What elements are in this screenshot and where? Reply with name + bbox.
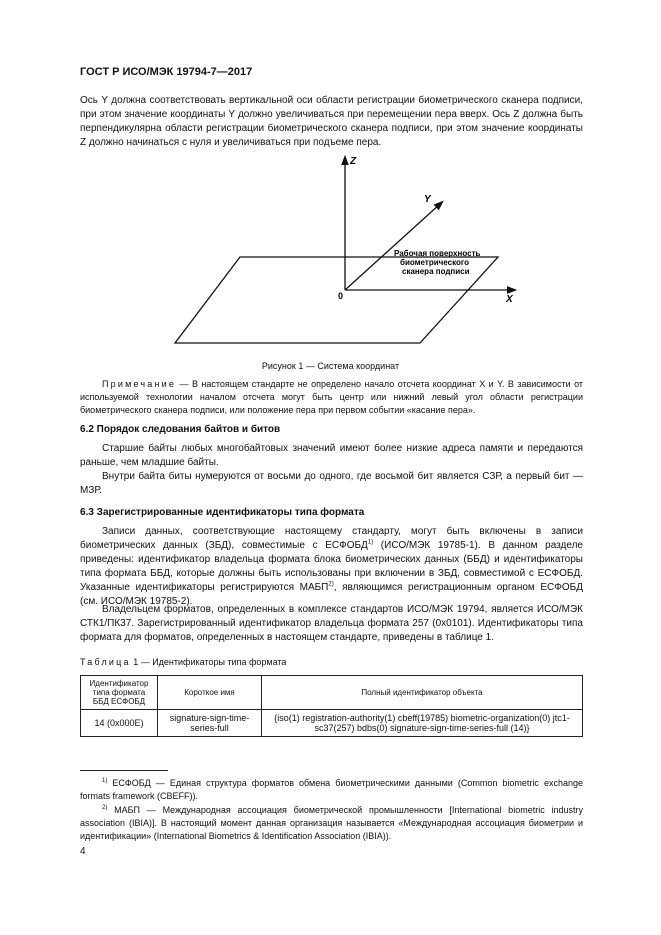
footnote-1-mark: 1) (102, 778, 108, 784)
table-header-row (81, 676, 583, 710)
p1-part-a: Записи данных, соответствующие настоящему стандарту, могут быть включены в записи биометрических данных (ЗБД), совместимые с ЕСФОБД (80, 526, 583, 551)
format-type-table (80, 675, 583, 737)
footnote-2-text: МАБП — Международная ассоциация биометрической промышленности [International biometric industry association (IBIA)]. В настоящий момент данная организация называется «Международная ассоциация биометрии и идентификации» (International Biometrics & Identification Association (IBIA)). (80, 805, 583, 841)
page-number: 4 (80, 846, 86, 857)
header-full-oid: Полный идентификатор объекта (262, 676, 583, 710)
section-6-2-paragraph-2: Внутри байта биты нумеруются от восьми до одного, где восьмой бит является СЗР, а первый бит — МЗР. (80, 471, 583, 496)
footnote-2-mark: 2) (102, 805, 108, 811)
footnote-2 (80, 804, 583, 843)
axis-y-label: Y (424, 194, 431, 205)
coordinate-system-figure (0, 150, 661, 356)
header-format-id: Идентификатор типа формата ББД ЕСФОБД (81, 676, 158, 710)
origin-label: 0 (338, 291, 344, 301)
intro-paragraph: Ось Y должна соответствовать вертикальной оси области регистрации биометрического сканера подписи, при этом значение координаты Y должно увеличиваться при перемещении пера вверх. Ось Z должна быть перпендикулярна области регистрации биометрического сканера подписи, при этом значение координаты Z должно начинаться с нуля и увеличиваться при подъеме пера. (80, 95, 583, 148)
p1-part-b: (ИСО/МЭК 19785-1). В данном разделе приведены: идентификатор владельца формата блока биометрических данных (ББД) и идентификаторы типа формата ББД, которые должны быть использованы при включении в ЗБД, совместимой с ЕСФОБД. Указанные идентификаторы регистрируются МАБП (80, 540, 583, 593)
table-row (81, 710, 583, 737)
surface-label-3: сканера подписи (402, 267, 470, 276)
y-axis (345, 204, 440, 290)
note-label: Примечание (102, 379, 177, 389)
axis-z-label: Z (350, 156, 357, 167)
section-6-3-paragraph-2: Владельцем форматов, определенных в комплексе стандартов ИСО/МЭК 19794, является ИСО/МЭК СТК1/ПК37. Зарегистрированный идентификатор владельца формата 257 (0x0101). Идентификаторы типа формата для форматов, определенных в настоящем стандарте, приведены в таблице 1. (80, 604, 583, 643)
footnote-divider (80, 770, 168, 771)
table-caption (80, 657, 286, 667)
cell-format-id: 14 (0x000E) (81, 710, 158, 737)
footnote-ref-2: 2) (328, 581, 334, 588)
figure-note (80, 378, 583, 417)
figure-caption: Рисунок 1 — Система координат (261, 361, 400, 371)
footnote-1 (80, 777, 583, 803)
surface-label-1: Рабочая поверхность (394, 249, 481, 258)
header-short-name: Короткое имя (158, 676, 262, 710)
section-6-2-heading: 6.2 Порядок следования байтов и битов (80, 424, 281, 435)
cell-short-name: signature-sign-time-series-full (158, 710, 262, 737)
section-6-3-heading: 6.3 Зарегистрированные идентификаторы типа формата (80, 507, 365, 518)
p1-part-c: , являющимся регистрационным органом ЕСФОБД (см. ИСО/МЭК 19785-2). (80, 582, 583, 607)
table-caption-label: Таблица (80, 657, 131, 667)
surface-label-2: биометрического (400, 258, 469, 267)
note-text: — В настоящем стандарте не определено начало отсчета координат X и Y. В зависимости от используемой технологии началом отсчета могут быть центр или нижний левый угол области регистрации биометрического сканера подписи, или положение пера при первом событии «касание пера». (80, 379, 583, 415)
footnote-1-text: ЕСФОБД — Единая структура форматов обмена биометрическими данными (Common biometric exchange formats framework (CBEFF)). (80, 778, 583, 801)
footnote-ref-1: 1) (367, 539, 374, 546)
document-header: ГОСТ Р ИСО/МЭК 19794-7—2017 (80, 66, 253, 78)
cell-full-oid: {iso(1) registration-authority(1) cbeff(19785) biometric-organization(0) jtc1-sc37(257) bdbs(0) signature-sign-time-series-full (14)} (262, 710, 583, 737)
section-6-2-paragraph-1: Старшие байты любых многобайтовых значений имеют более низкие адреса памяти и передаются раньше, чем младшие байты. (80, 443, 583, 468)
section-6-3-paragraph-1 (80, 525, 583, 609)
axis-x-label: X (506, 294, 513, 305)
table-caption-text: 1 — Идентификаторы типа формата (130, 657, 287, 667)
